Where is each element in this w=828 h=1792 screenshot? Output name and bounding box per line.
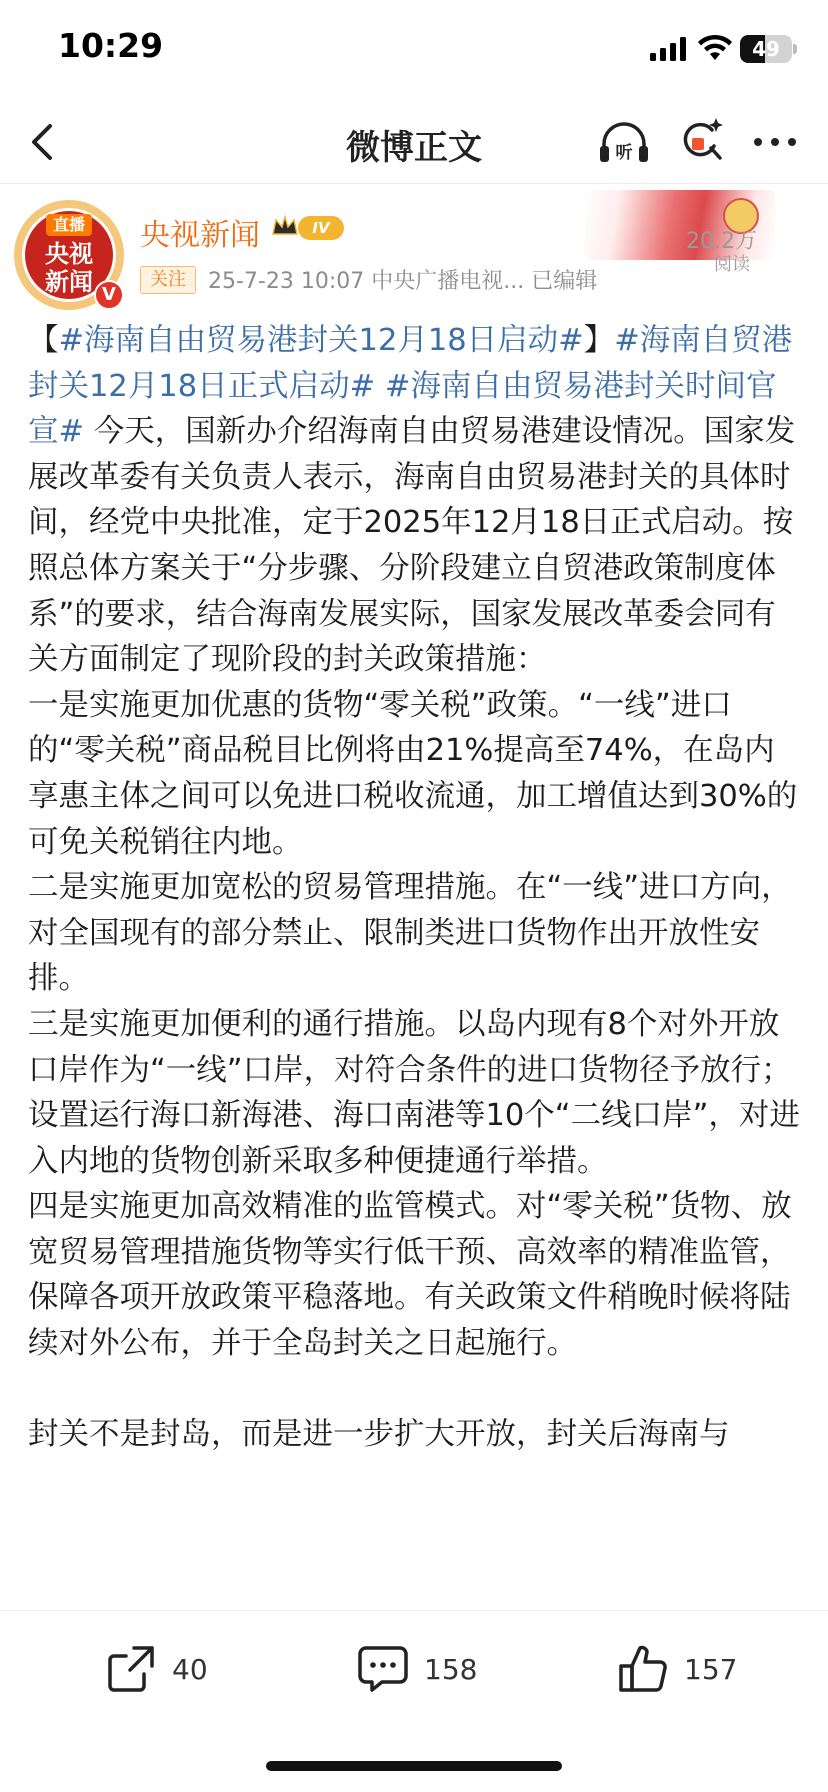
post-paragraph: 一是实施更加优惠的货物“零关税”政策。“一线”进口的“零关税”商品税目比例将由21%提高至74%，在岛内享惠主体之间可以免进口税收流通，加工增值达到30%的可免关税销往内地。 bbox=[28, 687, 798, 860]
battery-body bbox=[740, 35, 792, 63]
wifi-icon bbox=[698, 34, 732, 62]
post-paragraph: 二是实施更加宽松的贸易管理措施。在“一线”进口方向，对全国现有的部分禁止、限制类进口货物作出开放性安排。 bbox=[28, 870, 792, 997]
read-label: 阅读 bbox=[714, 254, 750, 275]
status-bar bbox=[0, 0, 828, 100]
crown-icon bbox=[270, 212, 300, 242]
avatar-live-badge: 直播 bbox=[46, 214, 92, 236]
author-avatar[interactable] bbox=[14, 200, 124, 310]
post-paragraph: 三是实施更加便利的通行措施。以岛内现有8个对外开放口岸作为“一线”口岸，对符合条件的进口货物径予放行；设置运行海口新海港、海口南港等10个“二线口岸”，对进入内地的货物创新采取多种便捷通行举措。 bbox=[28, 1006, 800, 1179]
page-title: 微博正文 bbox=[346, 128, 482, 168]
like-button[interactable] bbox=[616, 1641, 737, 1697]
paragraph-spacer bbox=[28, 1367, 800, 1413]
nav-bar bbox=[0, 100, 828, 184]
like-count: 157 bbox=[684, 1652, 738, 1686]
post-meta: 25-7-23 10:07 中央广播电视... 已编辑 bbox=[208, 269, 598, 294]
member-level-badge: IV bbox=[298, 216, 344, 240]
read-count: 20.2万 bbox=[686, 229, 757, 254]
battery-percent: 49 bbox=[752, 37, 780, 61]
cellular-signal-icon bbox=[650, 37, 690, 61]
verified-badge: V bbox=[94, 280, 124, 310]
post-paragraph: 四是实施更加高效精准的监管模式。对“零关税”货物、放宽贸易管理措施货物等实行低干预、高效率的精准监管，保障各项开放政策平稳落地。有关政策文件稍晚时候将陆续对外公布，并于全岛封关之日起施行。 bbox=[28, 1189, 792, 1362]
battery-tip bbox=[793, 44, 797, 54]
share-button[interactable] bbox=[104, 1641, 208, 1697]
hashtag-link[interactable]: #海南自由贸易港封关12月18日启动# bbox=[58, 323, 584, 358]
post-body bbox=[28, 318, 800, 1608]
hashtag-link[interactable]: #海南自由贸易港封关时间官宣# bbox=[28, 368, 777, 450]
more-dots-icon[interactable] bbox=[750, 124, 800, 160]
comment-button[interactable] bbox=[356, 1641, 477, 1697]
post-header bbox=[0, 190, 828, 312]
bracket-open: 【 bbox=[28, 323, 59, 358]
battery-icon bbox=[740, 35, 798, 63]
post-intro-paragraph bbox=[28, 318, 800, 683]
avatar-logo-text: 央视新闻 bbox=[45, 240, 93, 296]
ai-search-icon[interactable] bbox=[676, 114, 726, 168]
comment-count: 158 bbox=[424, 1652, 478, 1686]
follow-button[interactable]: 关注 bbox=[140, 266, 196, 294]
intro-text: 今天，国新办介绍海南自由贸易港建设情况。国家发展改革委有关负责人表示，海南自由贸易港封关的具体时间，经党中央批准，定于2025年12月18日正式启动。按照总体方案关于“分步骤、分阶段建立自贸港政策制度体系”的要求，结合海南发展实际，国家发展改革委会同有关方面制定了现阶段的封关政策措施： bbox=[28, 414, 796, 678]
share-count: 40 bbox=[172, 1652, 208, 1686]
post-paragraph: 封关不是封岛，而是进一步扩大开放，封关后海南与 bbox=[28, 1417, 730, 1453]
svg-text:听: 听 bbox=[615, 143, 633, 163]
bracket-close: 】 bbox=[583, 323, 615, 358]
like-icon bbox=[616, 1642, 670, 1696]
status-time: 10:29 bbox=[58, 26, 164, 65]
home-indicator bbox=[266, 1761, 562, 1771]
author-name[interactable]: 央视新闻 bbox=[140, 218, 260, 253]
listen-headphones-icon[interactable] bbox=[596, 118, 652, 166]
hashtag-link[interactable]: #海南自贸港封关12月18日正式启动# bbox=[28, 323, 793, 404]
action-bar bbox=[0, 1610, 828, 1792]
comment-icon bbox=[356, 1642, 410, 1696]
share-icon bbox=[104, 1642, 158, 1696]
